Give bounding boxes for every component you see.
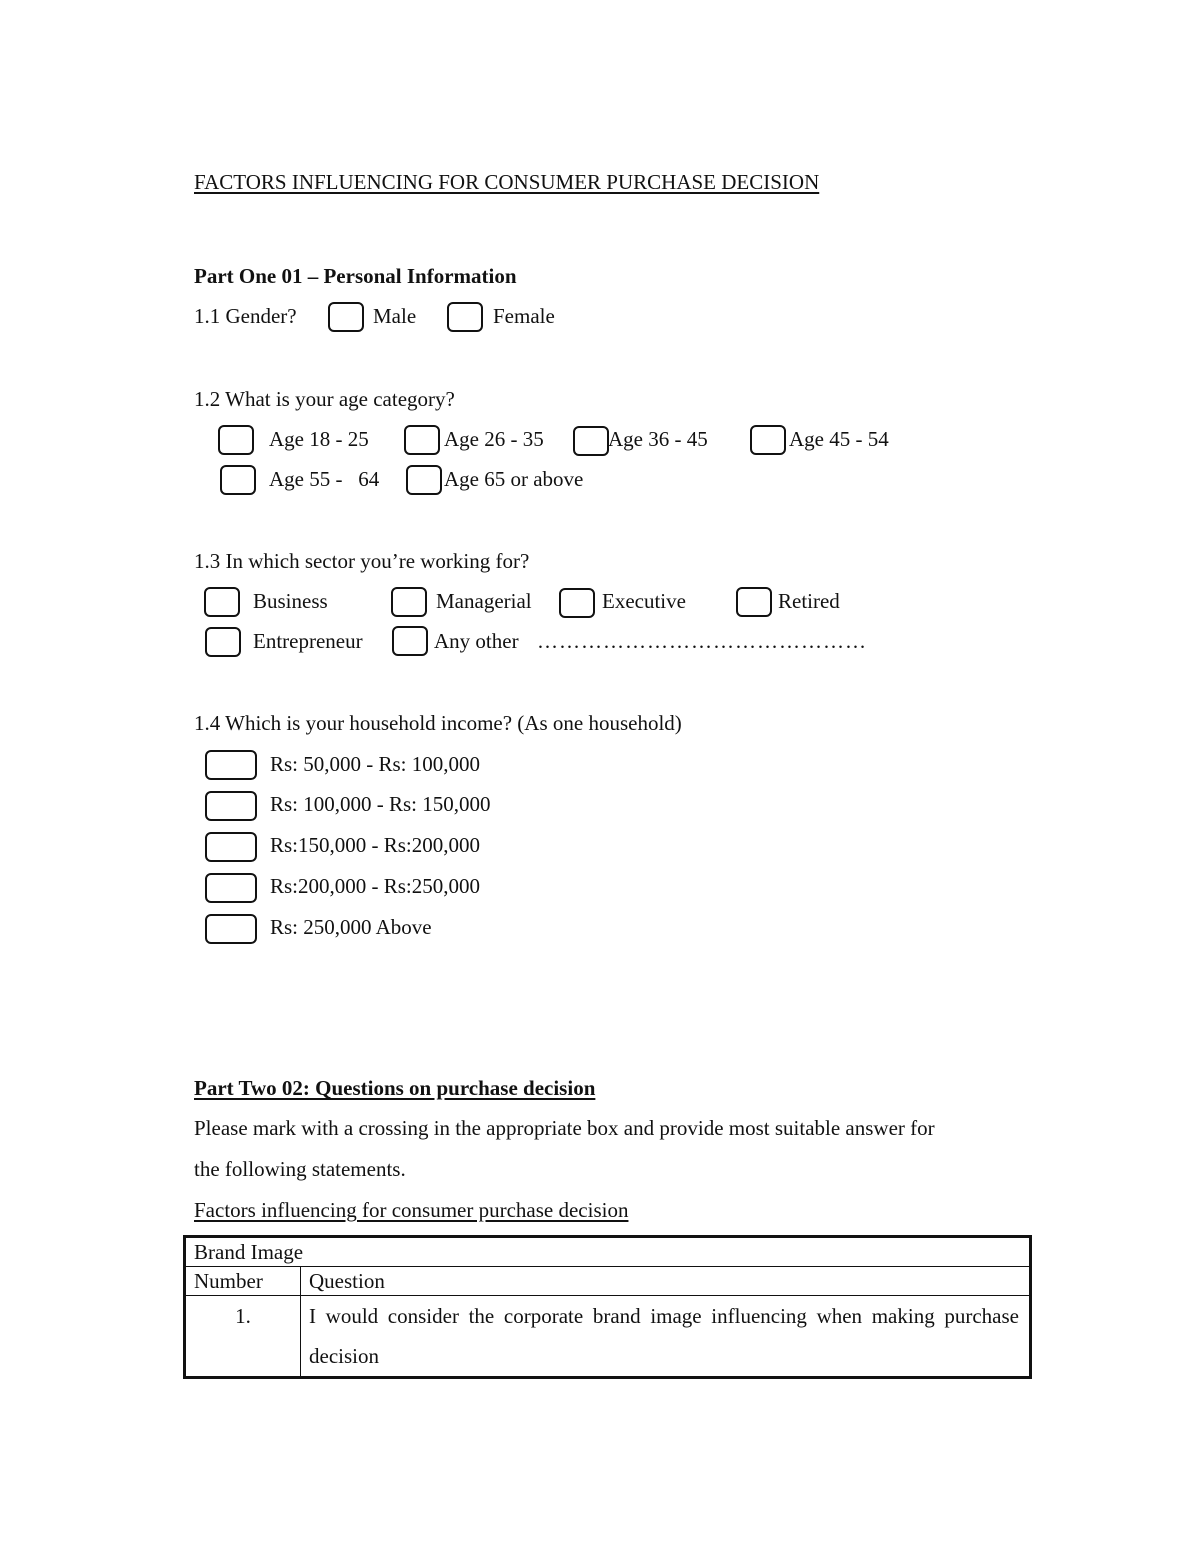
gender-male-checkbox[interactable] [328,302,364,332]
part-two-heading: Part Two 02: Questions on purchase decision [194,1076,596,1100]
age-question: 1.2 What is your age category? [194,387,455,411]
income-150k-200k-label: Rs:150,000 - Rs:200,000 [270,833,481,857]
sector-business-checkbox[interactable] [204,587,240,617]
age-18-25-label: Age 18 - 25 [269,427,369,451]
age-18-25-checkbox[interactable] [218,425,254,455]
sector-entrepreneur-label: Entrepreneur [253,629,363,653]
sector-managerial-checkbox[interactable] [391,587,427,617]
instruction-line-1: Please mark with a crossing in the appropriate box and provide most suitable answer for [194,1116,935,1140]
sector-other-checkbox[interactable] [392,626,428,656]
gender-female-checkbox[interactable] [447,302,483,332]
table-header-question: Question [301,1267,1030,1296]
table-row [186,1296,1030,1377]
document-title: FACTORS INFLUENCING FOR CONSUMER PURCHASE DECISION [194,170,820,194]
age-36-45-label: Age 36 - 45 [608,427,708,451]
instruction-line-2: the following statements. [194,1157,406,1181]
age-45-54-checkbox[interactable] [750,425,786,455]
sector-executive-checkbox[interactable] [559,588,595,618]
income-250k-above-label: Rs: 250,000 Above [270,915,432,939]
brand-image-table [183,1235,1032,1379]
sector-other-label: Any other [434,629,519,653]
table-cell-question: I would consider the corporate brand image influencing when making purchase decision [301,1296,1030,1377]
part-one-heading: Part One 01 – Personal Information [194,264,517,288]
age-65-above-checkbox[interactable] [406,465,442,495]
sector-managerial-label: Managerial [436,589,532,613]
sector-executive-label: Executive [602,589,686,613]
age-45-54-label: Age 45 - 54 [789,427,889,451]
age-26-35-label: Age 26 - 35 [444,427,544,451]
age-36-45-checkbox[interactable] [573,426,609,456]
gender-male-label: Male [373,304,417,328]
income-200k-250k-checkbox[interactable] [205,873,257,903]
income-250k-above-checkbox[interactable] [205,914,257,944]
sector-question: 1.3 In which sector you’re working for? [194,549,530,573]
sector-entrepreneur-checkbox[interactable] [205,627,241,657]
age-65-above-label: Age 65 or above [444,467,584,491]
income-150k-200k-checkbox[interactable] [205,832,257,862]
income-question: 1.4 Which is your household income? (As one household) [194,711,682,735]
gender-question: 1.1 Gender? [194,304,297,328]
table-cell-number: 1. [186,1296,301,1377]
income-50k-100k-label: Rs: 50,000 - Rs: 100,000 [270,752,481,776]
gender-female-label: Female [493,304,555,328]
factors-subheading: Factors influencing for consumer purchase decision [194,1198,629,1222]
income-100k-150k-checkbox[interactable] [205,791,257,821]
table-header-number: Number [186,1267,301,1296]
age-55-64-checkbox[interactable] [220,465,256,495]
age-26-35-checkbox[interactable] [404,425,440,455]
income-100k-150k-label: Rs: 100,000 - Rs: 150,000 [270,792,491,816]
sector-other-blank[interactable]: ……………………………………… [537,629,867,653]
sector-retired-checkbox[interactable] [736,587,772,617]
sector-business-label: Business [253,589,328,613]
sector-retired-label: Retired [778,589,840,613]
table-section-header: Brand Image [186,1238,1030,1267]
income-50k-100k-checkbox[interactable] [205,750,257,780]
age-55-64-label: Age 55 - 64 [269,467,380,491]
income-200k-250k-label: Rs:200,000 - Rs:250,000 [270,874,481,898]
